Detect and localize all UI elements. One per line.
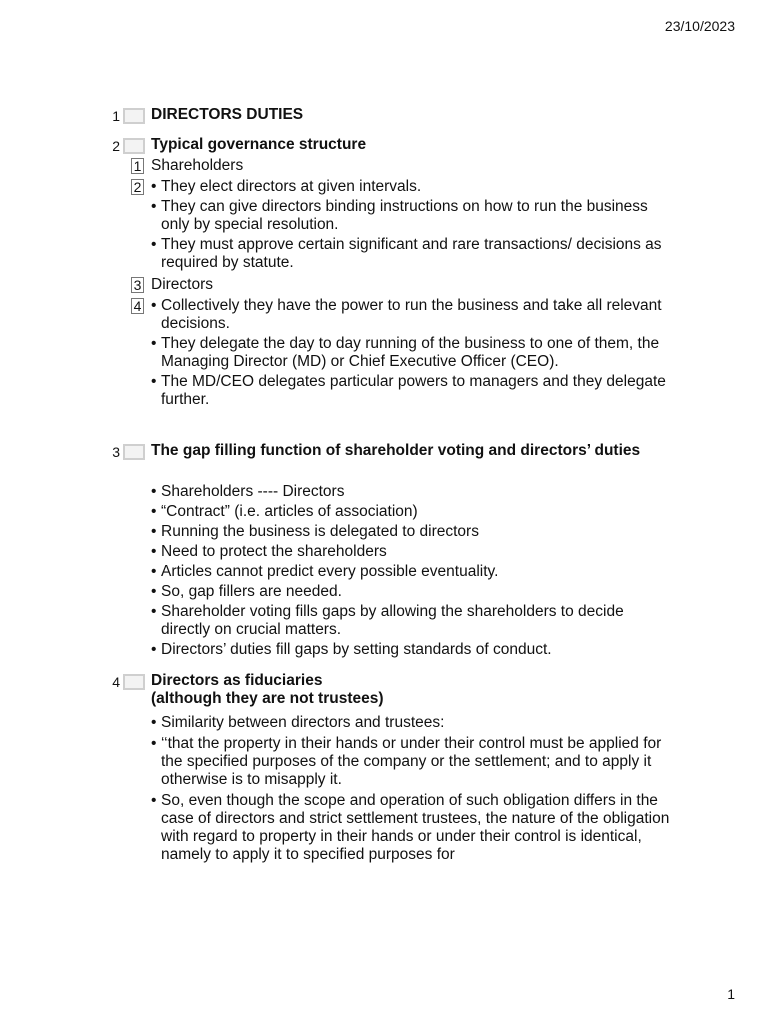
bullet-list (151, 483, 671, 659)
slide-number: 1 (112, 108, 120, 124)
list-item: • ‘‘that the property in their hands or under their control must be applied for the specified purposes of the company or the settlement; and to apply it otherwise is to misapply it. (151, 735, 662, 788)
slide-number: 3 (112, 444, 120, 460)
level-marker: 4 (131, 298, 144, 314)
list-item: • So, even though the scope and operation of such obligation differs in the case of directors and strict settlement trustees, the nature of the obligation with regard to property in their hands or under their control is identical, namely to apply it to specified purposes for (151, 792, 670, 863)
list-item: • They elect directors at given intervals. (151, 178, 422, 195)
list-item: • Need to protect the shareholders (151, 543, 387, 560)
level-marker: 2 (131, 179, 144, 195)
list-item: • Articles cannot predict every possible eventuality. (151, 563, 499, 580)
level-marker: 1 (131, 158, 144, 174)
heading-directors: Directors (151, 276, 214, 293)
bullet-list (151, 297, 671, 409)
slide-number: 2 (112, 138, 120, 154)
list-item: • Shareholders ---- Directors (151, 483, 345, 500)
print-date: 23/10/2023 (664, 18, 735, 34)
list-item: • They must approve certain significant and rare transactions/ decisions as required by statute. (151, 236, 662, 271)
list-item: • Collectively they have the power to run the business and take all relevant decisions. (151, 297, 662, 332)
list-item: • Directors’ duties fill gaps by setting standards of conduct. (151, 641, 552, 658)
slide-thumbnail-icon (123, 108, 145, 124)
slide-subtitle-line: (although they are not trustees) (151, 690, 384, 707)
list-item: • “Contract” (i.e. articles of association) (151, 503, 418, 520)
bullet-list (151, 714, 671, 864)
slide-title: Typical governance structure (151, 136, 367, 153)
slide-number: 4 (112, 674, 120, 690)
list-item: • The MD/CEO delegates particular powers to managers and they delegate further. (151, 373, 666, 408)
bullet-list (151, 178, 671, 272)
list-item: • Shareholder voting fills gaps by allowing the shareholders to decide directly on crucial matters. (151, 603, 624, 638)
list-item: • So, gap fillers are needed. (151, 583, 342, 600)
list-item: • They delegate the day to day running of the business to one of them, the Managing Director (MD) or Chief Executive Officer (CEO). (151, 335, 660, 370)
slide-thumbnail-icon (123, 444, 145, 460)
slide-title: DIRECTORS DUTIES (151, 106, 304, 123)
slide-title-line: Directors as fiduciaries (151, 672, 323, 689)
level-marker: 3 (131, 277, 144, 293)
heading-shareholders: Shareholders (151, 157, 244, 174)
page-number: 1 (727, 986, 735, 1002)
slide-title (151, 672, 671, 708)
slide-thumbnail-icon (123, 674, 145, 690)
list-item: • They can give directors binding instructions on how to run the business only by special resolution. (151, 198, 648, 233)
slide-thumbnail-icon (123, 138, 145, 154)
list-item: • Similarity between directors and trustees: (151, 714, 445, 731)
list-item: • Running the business is delegated to directors (151, 523, 479, 540)
slide-title: The gap filling function of shareholder voting and directors’ duties (151, 442, 641, 459)
